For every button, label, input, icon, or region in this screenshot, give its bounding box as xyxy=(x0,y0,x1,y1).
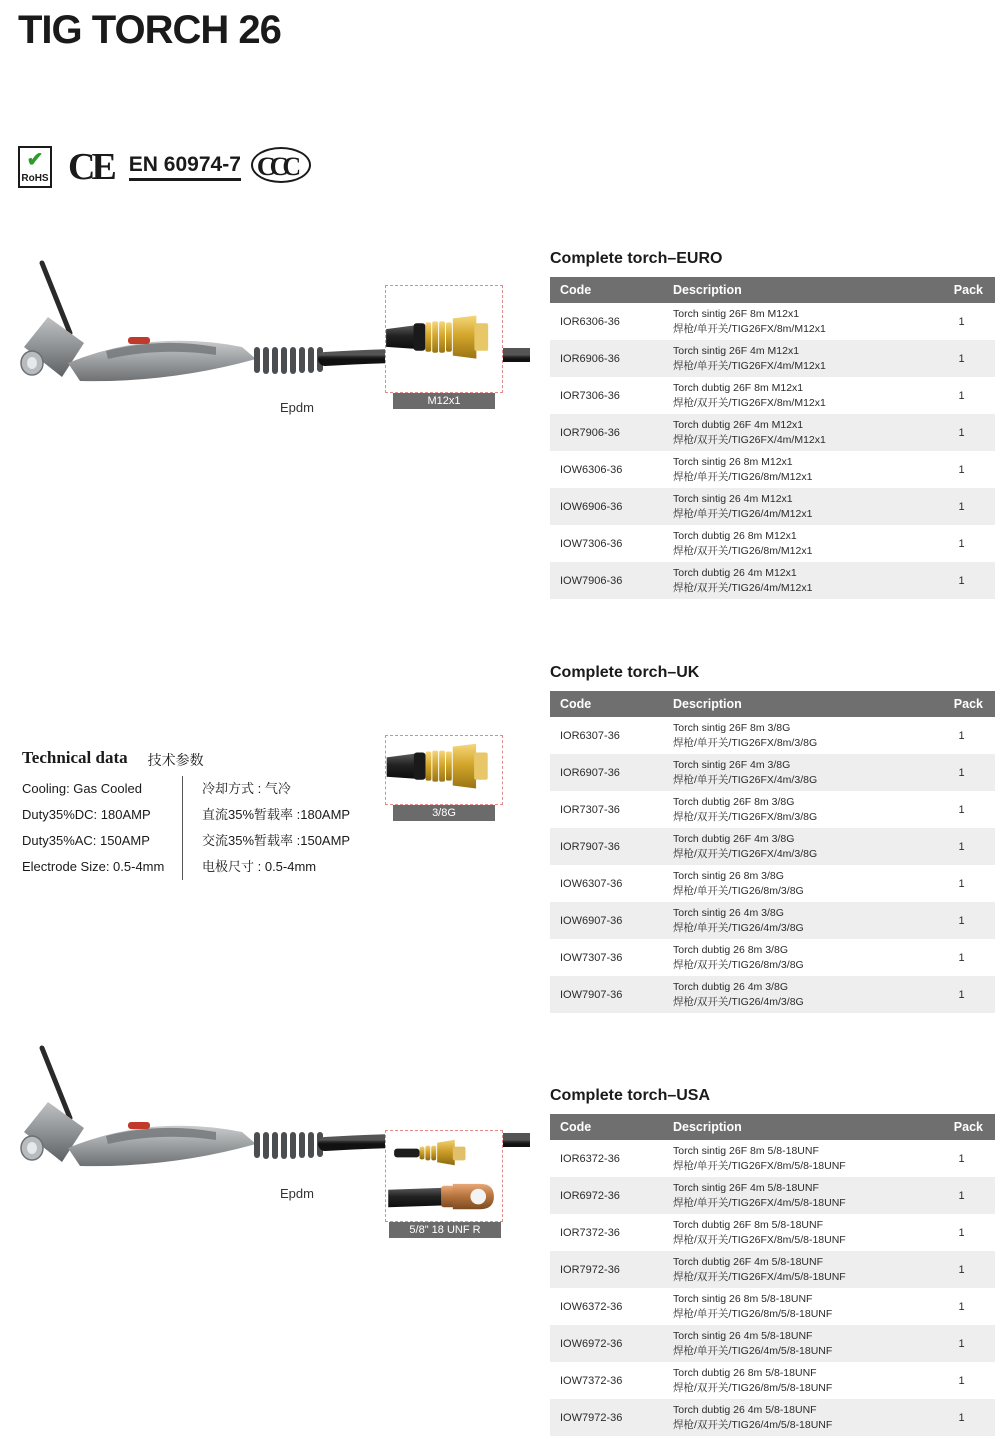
desc-cn: 焊枪/单开关/TIG26/8m/3/8G xyxy=(673,884,804,897)
desc-cn: 焊枪/单开关/TIG26FX/8m/M12x1 xyxy=(673,322,826,335)
connector-image-38g xyxy=(385,735,503,805)
cell-description xyxy=(663,976,928,1013)
column-header-pack: Pack xyxy=(928,691,995,717)
cell-pack: 1 xyxy=(958,426,965,439)
cell-description xyxy=(663,791,928,828)
cell-code: IOW6907-36 xyxy=(560,914,623,927)
divider xyxy=(182,802,192,828)
cell-pack: 1 xyxy=(958,463,965,476)
cell-code: IOR7307-36 xyxy=(560,803,620,816)
cell-code: IOR6907-36 xyxy=(560,766,620,779)
cell-pack: 1 xyxy=(958,914,965,927)
tech-label-cooling-en: Cooling: Gas Cooled xyxy=(22,781,142,796)
cell-pack: 1 xyxy=(958,1337,965,1350)
connector-m12x1-icon xyxy=(386,286,502,392)
column-header-code: Code xyxy=(550,1114,663,1140)
column-header-description: Description xyxy=(663,277,928,303)
desc-cn: 焊枪/双开关/TIG26FX/8m/M12x1 xyxy=(673,396,826,409)
desc-en: Torch dubtig 26 8m 3/8G xyxy=(673,944,788,957)
cell-code: IOW6372-36 xyxy=(560,1300,623,1313)
cell-code: IOR7972-36 xyxy=(560,1263,620,1276)
divider xyxy=(182,776,192,802)
ce-icon: CE xyxy=(68,146,113,188)
cell-description xyxy=(663,303,928,340)
cell-description xyxy=(663,414,928,451)
desc-en: Torch dubtig 26F 8m M12x1 xyxy=(673,382,804,395)
cell-pack: 1 xyxy=(958,766,965,779)
certification-marks xyxy=(18,145,305,189)
cell-pack: 1 xyxy=(958,315,965,328)
cell-description xyxy=(663,865,928,902)
connector-caption-m12x1: M12x1 xyxy=(393,393,495,409)
cell-pack: 1 xyxy=(958,951,965,964)
desc-cn: 焊枪/双开关/TIG26/4m/M12x1 xyxy=(673,581,813,594)
table-row xyxy=(550,791,995,828)
ccc-ring-icon xyxy=(251,147,311,183)
table-row xyxy=(550,902,995,939)
desc-cn: 焊枪/单开关/TIG26/4m/M12x1 xyxy=(673,507,813,520)
cell-code: IOR6372-36 xyxy=(560,1152,620,1165)
table-row xyxy=(550,1362,995,1399)
desc-cn: 焊枪/单开关/TIG26/8m/5/8-18UNF xyxy=(673,1307,833,1320)
cell-description xyxy=(663,754,928,791)
cell-code: IOW6306-36 xyxy=(560,463,623,476)
table-row xyxy=(550,1214,995,1251)
desc-cn: 焊枪/单开关/TIG26FX/4m/M12x1 xyxy=(673,359,826,372)
tech-label-dutyac-cn: 交流35%暂载率 :150AMP xyxy=(202,833,351,848)
table-row xyxy=(550,1288,995,1325)
cell-code: IOR6307-36 xyxy=(560,729,620,742)
cell-code: IOW7907-36 xyxy=(560,988,623,1001)
table-header-row xyxy=(550,277,995,303)
cell-description xyxy=(663,562,928,599)
cable-material-label-bottom: Epdm xyxy=(280,1186,314,1201)
desc-cn: 焊枪/双开关/TIG26FX/4m/3/8G xyxy=(673,847,818,860)
desc-cn: 焊枪/双开关/TIG26FX/4m/5/8-18UNF xyxy=(673,1270,846,1283)
cell-pack: 1 xyxy=(958,537,965,550)
table-title-euro: Complete torch–EURO xyxy=(550,250,723,267)
connector-image-unf xyxy=(385,1130,503,1222)
technical-data-block xyxy=(22,748,352,880)
column-header-pack: Pack xyxy=(928,277,995,303)
cell-description xyxy=(663,717,928,754)
cell-code: IOW6906-36 xyxy=(560,500,623,513)
cell-code: IOR6306-36 xyxy=(560,315,620,328)
cell-description xyxy=(663,1177,928,1214)
table-row xyxy=(550,1251,995,1288)
table-row xyxy=(550,1177,995,1214)
desc-cn: 焊枪/单开关/TIG26FX/4m/3/8G xyxy=(673,773,818,786)
cell-code: IOW6307-36 xyxy=(560,877,623,890)
column-header-description: Description xyxy=(663,1114,928,1140)
cell-description xyxy=(663,828,928,865)
desc-en: Torch sintig 26 4m M12x1 xyxy=(673,493,793,506)
divider xyxy=(182,854,192,880)
table-row xyxy=(550,1325,995,1362)
cell-pack: 1 xyxy=(958,574,965,587)
cell-pack: 1 xyxy=(958,729,965,742)
rohs-label: RoHS xyxy=(21,173,49,184)
cell-description xyxy=(663,488,928,525)
table-row xyxy=(550,939,995,976)
cell-code: IOW7372-36 xyxy=(560,1374,623,1387)
cell-code: IOR7906-36 xyxy=(560,426,620,439)
desc-cn: 焊枪/双开关/TIG26/8m/5/8-18UNF xyxy=(673,1381,833,1394)
desc-cn: 焊枪/单开关/TIG26/4m/3/8G xyxy=(673,921,804,934)
table-row xyxy=(550,525,995,562)
desc-en: Torch sintig 26F 8m 3/8G xyxy=(673,722,791,735)
cell-description xyxy=(663,1288,928,1325)
cell-pack: 1 xyxy=(958,1152,965,1165)
connector-caption-unf: 5/8" 18 UNF R xyxy=(389,1222,501,1238)
table-row xyxy=(550,340,995,377)
desc-cn: 焊枪/双开关/TIG26FX/4m/M12x1 xyxy=(673,433,826,446)
page-title: TIG TORCH 26 xyxy=(18,8,281,52)
cell-description xyxy=(663,1214,928,1251)
cell-description xyxy=(663,1325,928,1362)
cell-description xyxy=(663,1140,928,1177)
desc-cn: 焊枪/单开关/TIG26FX/8m/3/8G xyxy=(673,736,818,749)
desc-en: Torch dubtig 26 8m 5/8-18UNF xyxy=(673,1367,817,1380)
desc-en: Torch dubtig 26F 8m 5/8-18UNF xyxy=(673,1219,823,1232)
desc-en: Torch sintig 26F 4m 5/8-18UNF xyxy=(673,1182,819,1195)
cell-pack: 1 xyxy=(958,500,965,513)
table-row xyxy=(550,414,995,451)
cell-description xyxy=(663,1399,928,1436)
table-row xyxy=(550,717,995,754)
cell-description xyxy=(663,340,928,377)
tech-label-electrode-en: Electrode Size: 0.5-4mm xyxy=(22,859,165,874)
desc-en: Torch dubtig 26F 4m 5/8-18UNF xyxy=(673,1256,823,1269)
table-row xyxy=(550,488,995,525)
connector-caption-38g: 3/8G xyxy=(393,805,495,821)
technical-data-row xyxy=(22,854,352,880)
technical-data-row xyxy=(22,828,352,854)
rohs-icon xyxy=(18,146,52,188)
desc-cn: 焊枪/双开关/TIG26FX/8m/3/8G xyxy=(673,810,818,823)
desc-cn: 焊枪/双开关/TIG26/4m/5/8-18UNF xyxy=(673,1418,833,1431)
table-row xyxy=(550,1399,995,1436)
cell-pack: 1 xyxy=(958,1300,965,1313)
column-header-code: Code xyxy=(550,691,663,717)
desc-cn: 焊枪/单开关/TIG26FX/4m/5/8-18UNF xyxy=(673,1196,846,1209)
table-row xyxy=(550,451,995,488)
desc-en: Torch dubtig 26 4m M12x1 xyxy=(673,567,797,580)
tech-label-dutyac-en: Duty35%AC: 150AMP xyxy=(22,833,150,848)
desc-cn: 焊枪/单开关/TIG26FX/8m/5/8-18UNF xyxy=(673,1159,846,1172)
column-header-pack: Pack xyxy=(928,1114,995,1140)
table-header-row xyxy=(550,691,995,717)
desc-en: Torch sintig 26 4m 3/8G xyxy=(673,907,784,920)
table-row xyxy=(550,377,995,414)
cell-pack: 1 xyxy=(958,988,965,1001)
table-block-euro xyxy=(550,250,995,599)
desc-en: Torch dubtig 26 4m 3/8G xyxy=(673,981,788,994)
desc-cn: 焊枪/双开关/TIG26FX/8m/5/8-18UNF xyxy=(673,1233,846,1246)
cell-pack: 1 xyxy=(958,389,965,402)
cell-code: IOR6972-36 xyxy=(560,1189,620,1202)
tech-label-dutydc-en: Duty35%DC: 180AMP xyxy=(22,807,151,822)
connector-unf-icon xyxy=(386,1131,502,1221)
cell-pack: 1 xyxy=(958,877,965,890)
cell-description xyxy=(663,525,928,562)
table-row xyxy=(550,976,995,1013)
ccc-icon: CCC xyxy=(257,152,305,182)
cell-pack: 1 xyxy=(958,1189,965,1202)
cell-pack: 1 xyxy=(958,1263,965,1276)
desc-en: Torch dubtig 26 4m 5/8-18UNF xyxy=(673,1404,817,1417)
technical-data-title-cn: 技术参数 xyxy=(147,752,204,768)
connector-image-m12x1 xyxy=(385,285,503,393)
desc-en: Torch dubtig 26F 4m M12x1 xyxy=(673,419,804,432)
column-header-code: Code xyxy=(550,277,663,303)
column-header-description: Description xyxy=(663,691,928,717)
table-row xyxy=(550,828,995,865)
product-table-usa xyxy=(550,1114,995,1436)
cell-code: IOW7306-36 xyxy=(560,537,623,550)
desc-en: Torch dubtig 26F 4m 3/8G xyxy=(673,833,795,846)
table-block-usa xyxy=(550,1087,995,1436)
cell-description xyxy=(663,1362,928,1399)
desc-en: Torch sintig 26 8m M12x1 xyxy=(673,456,793,469)
cell-code: IOW7972-36 xyxy=(560,1411,623,1424)
desc-en: Torch sintig 26F 4m M12x1 xyxy=(673,345,800,358)
desc-en: Torch dubtig 26 8m M12x1 xyxy=(673,530,797,543)
table-row xyxy=(550,754,995,791)
desc-cn: 焊枪/双开关/TIG26/4m/3/8G xyxy=(673,995,804,1008)
cell-code: IOW7906-36 xyxy=(560,574,623,587)
desc-en: Torch dubtig 26F 8m 3/8G xyxy=(673,796,795,809)
desc-en: Torch sintig 26F 4m 3/8G xyxy=(673,759,791,772)
desc-cn: 焊枪/单开关/TIG26/8m/M12x1 xyxy=(673,470,813,483)
cell-description xyxy=(663,451,928,488)
desc-en: Torch sintig 26 8m 5/8-18UNF xyxy=(673,1293,813,1306)
desc-cn: 焊枪/双开关/TIG26/8m/3/8G xyxy=(673,958,804,971)
tech-label-cooling-cn: 冷却方式 : 气冷 xyxy=(202,781,291,796)
divider xyxy=(182,828,192,854)
desc-cn: 焊枪/双开关/TIG26/8m/M12x1 xyxy=(673,544,813,557)
cell-code: IOR6906-36 xyxy=(560,352,620,365)
cell-description xyxy=(663,1251,928,1288)
table-block-uk xyxy=(550,664,995,1013)
table-row xyxy=(550,303,995,340)
product-table-euro xyxy=(550,277,995,599)
cell-description xyxy=(663,377,928,414)
cell-code: IOR7306-36 xyxy=(560,389,620,402)
cell-pack: 1 xyxy=(958,840,965,853)
cell-code: IOW6972-36 xyxy=(560,1337,623,1350)
cell-description xyxy=(663,939,928,976)
connector-38g-icon xyxy=(386,736,502,804)
check-icon: ✔ xyxy=(26,149,44,171)
desc-en: Torch sintig 26F 8m M12x1 xyxy=(673,308,800,321)
table-row xyxy=(550,562,995,599)
desc-en: Torch sintig 26 4m 5/8-18UNF xyxy=(673,1330,813,1343)
product-table-uk xyxy=(550,691,995,1013)
technical-data-title-en: Technical data xyxy=(22,748,128,767)
table-header-row xyxy=(550,1114,995,1140)
cell-pack: 1 xyxy=(958,1374,965,1387)
tech-label-electrode-cn: 电极尺寸 : 0.5-4mm xyxy=(202,859,317,874)
cell-pack: 1 xyxy=(958,803,965,816)
cable-material-label-top: Epdm xyxy=(280,400,314,415)
cell-pack: 1 xyxy=(958,1226,965,1239)
technical-data-row xyxy=(22,802,352,828)
cell-code: IOW7307-36 xyxy=(560,951,623,964)
cell-pack: 1 xyxy=(958,1411,965,1424)
cell-code: IOR7372-36 xyxy=(560,1226,620,1239)
desc-cn: 焊枪/单开关/TIG26/4m/5/8-18UNF xyxy=(673,1344,833,1357)
desc-en: Torch sintig 26 8m 3/8G xyxy=(673,870,784,883)
cell-description xyxy=(663,902,928,939)
table-row xyxy=(550,865,995,902)
technical-data-row xyxy=(22,776,352,802)
table-row xyxy=(550,1140,995,1177)
desc-en: Torch sintig 26F 8m 5/8-18UNF xyxy=(673,1145,819,1158)
tech-label-dutydc-cn: 直流35%暂载率 :180AMP xyxy=(202,807,351,822)
en-standard-label: EN 60974-7 xyxy=(129,153,241,181)
table-title-usa: Complete torch–USA xyxy=(550,1087,711,1104)
cell-code: IOR7907-36 xyxy=(560,840,620,853)
cell-pack: 1 xyxy=(958,352,965,365)
table-title-uk: Complete torch–UK xyxy=(550,664,700,681)
